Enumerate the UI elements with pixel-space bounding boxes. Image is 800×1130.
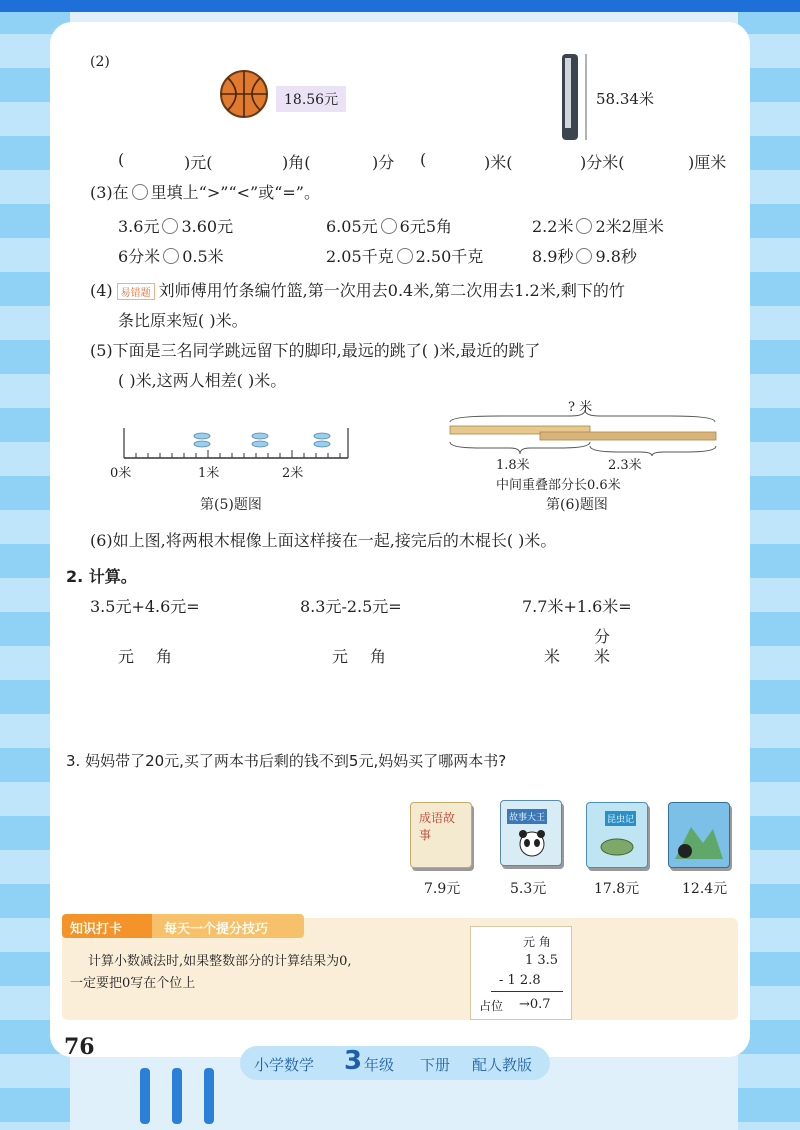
footer-grade: 年级	[364, 1056, 395, 1074]
section3-title: 3. 妈妈带了20元,买了两本书后剩的钱不到5元,妈妈买了哪两本书?	[66, 752, 507, 770]
compare-circle-icon[interactable]	[576, 218, 592, 234]
compare-item-2: 6.05元 6元5角	[326, 217, 453, 236]
calc-expr-1: 3.5元+4.6元=	[90, 597, 200, 616]
tip-row3: →0.7	[519, 997, 551, 1012]
book-chengyu[interactable]: 成语故事	[410, 802, 472, 868]
pen-icon	[556, 52, 592, 144]
sticks-diagram	[440, 410, 730, 460]
part4-line1: (4) 易错题 刘师傅用竹条编竹篮,第一次用去0.4米,第二次用去1.2米,剩下的竹	[90, 281, 625, 300]
overlap-length: 中间重叠部分长0.6米	[496, 478, 621, 493]
section2-title: 2. 计算。	[66, 567, 137, 586]
blank-open-1: (	[118, 150, 125, 169]
decor-stripe	[140, 1068, 150, 1124]
tip-row1: 1 3.5	[525, 953, 559, 968]
footer-subject: 小学数学	[254, 1056, 315, 1074]
compare-circle-icon[interactable]	[162, 218, 178, 234]
book-price-1: 7.9元	[424, 881, 461, 897]
unit-yuan: )元(	[184, 153, 213, 172]
calc-expr-2: 8.3元-2.5元=	[300, 597, 402, 616]
tip-line1: 计算小数减法时,如果整数部分的计算结果为0,	[88, 954, 352, 969]
unit-fen: )分	[372, 153, 395, 172]
decor-stripe	[204, 1068, 214, 1124]
unit-limi: )厘米	[688, 153, 727, 172]
calc-unit-jiao-1: 角	[156, 647, 173, 666]
tip-row2: - 1 2.8	[499, 973, 541, 988]
compare-circle-icon[interactable]	[397, 248, 413, 264]
book-price-4: 12.4元	[682, 881, 728, 897]
book-gushi[interactable]: 故事大王	[500, 800, 562, 866]
tip-col-header: 元 角	[523, 935, 551, 949]
page-number: 76	[64, 1034, 95, 1060]
calc-unit-fen: 分	[594, 627, 611, 646]
footer-grade-number: 3	[344, 1046, 363, 1076]
error-prone-tag: 易错题	[117, 283, 155, 300]
compare-circle-icon[interactable]	[381, 218, 397, 234]
tip-line2: 一定要把0写在个位上	[70, 976, 196, 991]
part5-line2: ( )米,这两人相差( )米。	[118, 371, 287, 390]
calc-unit-yuan-1: 元	[118, 647, 135, 666]
calc-expr-3: 7.7米+1.6米=	[522, 597, 632, 616]
part3-instruction	[90, 180, 320, 203]
tip-example-box	[470, 926, 572, 1020]
book-kunchong[interactable]: 昆虫记	[586, 802, 648, 868]
footprint-icon	[252, 433, 268, 439]
part3-instruction-post: 里填上“>”“<”或“=”。	[150, 183, 320, 202]
top-frame-bar	[0, 0, 800, 12]
book-price-2: 5.3元	[510, 881, 547, 897]
panda-icon	[517, 829, 547, 857]
part5-caption: 第(5)题图	[200, 497, 262, 513]
part4-line2: 条比原来短( )米。	[118, 311, 248, 330]
ruler-label-0: 0米	[110, 466, 132, 481]
footprint-icon	[194, 433, 210, 439]
pen-length: 58.34米	[596, 90, 654, 108]
tip-badge	[62, 914, 304, 938]
part3-instruction-pre: (3)在	[90, 183, 129, 202]
book-fourth[interactable]	[668, 802, 730, 868]
compare-item-1: 3.6元 3.60元	[118, 217, 234, 236]
calc-unit-jiao-2: 角	[370, 647, 387, 666]
decor-stripe	[172, 1068, 182, 1124]
part6-question: (6)如上图,将两根木棍像上面这样接在一起,接完后的木棍长( )米。	[90, 531, 557, 550]
ruler-label-2: 2米	[282, 466, 304, 481]
left-stick-length: 1.8米	[496, 458, 530, 473]
basketball-price: 18.56元	[276, 86, 346, 112]
compare-item-5: 2.05千克 2.50千克	[326, 247, 484, 266]
book-price-3: 17.8元	[594, 881, 640, 897]
compare-item-3: 2.2米 2米2厘米	[532, 217, 664, 236]
compare-item-6: 8.9秒 9.8秒	[532, 247, 637, 266]
tip-row3-label: 占位	[479, 999, 504, 1013]
calc-unit-mi-2: 米	[594, 647, 611, 666]
unit-mi: )米(	[484, 153, 513, 172]
part2-label: (2)	[90, 54, 110, 70]
compare-circle-icon[interactable]	[163, 248, 179, 264]
tip-divider	[491, 991, 563, 992]
unit-fenmi: )分米(	[580, 153, 625, 172]
calc-unit-yuan-2: 元	[332, 647, 349, 666]
insect-icon	[597, 829, 637, 859]
part5-line1: (5)下面是三名同学跳远留下的脚印,最远的跳了( )米,最近的跳了	[90, 341, 541, 360]
footprint-icon	[314, 433, 330, 439]
ruler-diagram	[110, 420, 360, 470]
total-length-question: ? 米	[568, 400, 593, 415]
part6-caption: 第(6)题图	[546, 497, 608, 513]
ruler-label-1: 1米	[198, 466, 220, 481]
tip-badge-2: 每天一个提分技巧	[164, 922, 269, 937]
compare-circle-icon[interactable]	[576, 248, 592, 264]
footer-banner	[240, 1046, 550, 1080]
tip-badge-1: 知识打卡	[70, 922, 123, 937]
calc-unit-mi-1: 米	[544, 647, 561, 666]
footer-volume: 下册	[420, 1056, 451, 1074]
blank-open-2: (	[420, 150, 427, 169]
right-stick-length: 2.3米	[608, 458, 642, 473]
compare-circle-icon	[132, 184, 148, 200]
basketball-icon	[216, 68, 272, 120]
landscape-icon	[673, 807, 725, 863]
unit-jiao: )角(	[282, 153, 311, 172]
compare-item-4: 6分米 0.5米	[118, 247, 224, 266]
footer-edition: 配人教版	[472, 1056, 533, 1074]
